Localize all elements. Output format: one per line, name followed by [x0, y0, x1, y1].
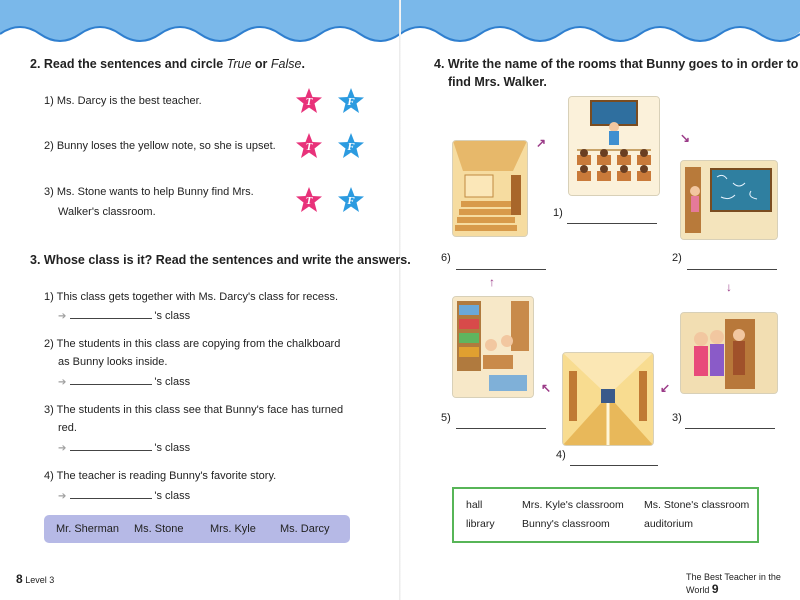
q3-item-2-line1: 2) The students in this class are copying from the chalkboard	[44, 338, 341, 350]
arrow-right-icon: ➔	[58, 377, 67, 388]
q3-answer-3[interactable]: ➔ 's class	[58, 442, 191, 454]
answer-line-4[interactable]	[570, 464, 658, 466]
q2-item-2: 2) Bunny loses the yellow note, so she is upset.	[44, 140, 276, 152]
q3-title: 3. Whose class is it? Read the sentences and write the answers.	[30, 253, 411, 267]
scene-auditorium-image	[568, 96, 660, 196]
teacher-name-box	[44, 515, 350, 543]
answer-label-1: 1)	[553, 207, 563, 219]
arrow-right-icon: ➔	[58, 443, 67, 454]
answer-line-2[interactable]	[687, 268, 777, 270]
false-star-1[interactable]: F	[337, 87, 365, 115]
name-option-2: Ms. Stone	[134, 523, 184, 535]
scene-stairs-image	[452, 140, 528, 237]
q3-item-2-line2: as Bunny looks inside.	[58, 356, 168, 368]
footer-right: The Best Teacher in the World 9	[686, 572, 781, 596]
q2-item-3-line1: 3) Ms. Stone wants to help Bunny find Mrs.	[44, 186, 254, 198]
arrow-down-right-icon: ↘	[680, 131, 691, 145]
arrow-up-right-icon: ↗	[536, 136, 547, 150]
arrow-down-left-icon: ↙	[660, 381, 671, 395]
scene-hallway-image	[562, 352, 654, 446]
q2-item-3-line2: Walker's classroom.	[58, 206, 156, 218]
footer-left: 8 Level 3	[16, 572, 55, 586]
q4-title-line1: 4. Write the name of the rooms that Bunny goes to in order to	[434, 57, 799, 71]
name-option-1: Mr. Sherman	[56, 523, 119, 535]
answer-label-5: 5)	[441, 412, 451, 424]
scene-classroom-door-image	[680, 160, 778, 240]
q2-title: 2. Read the sentences and circle True or False.	[30, 57, 305, 71]
answer-line-3[interactable]	[685, 427, 775, 429]
word-bank-item: Ms. Stone's classroom	[644, 499, 750, 511]
arrow-down-icon: ↓	[726, 280, 732, 294]
q3-answer-1[interactable]: ➔ 's class	[58, 310, 191, 322]
name-option-4: Ms. Darcy	[280, 523, 330, 535]
arrow-up-left-icon: ↖	[541, 381, 552, 395]
answer-line-1[interactable]	[567, 222, 657, 224]
q3-item-4: 4) The teacher is reading Bunny's favorite story.	[44, 470, 277, 482]
q3-item-3-line1: 3) The students in this class see that Bunny's face has turned	[44, 404, 344, 416]
false-star-2[interactable]: F	[337, 132, 365, 160]
arrow-right-icon: ➔	[58, 311, 67, 322]
answer-label-3: 3)	[672, 412, 682, 424]
true-star-3[interactable]: T	[295, 186, 323, 214]
answer-label-6: 6)	[441, 252, 451, 264]
true-star-2[interactable]: T	[295, 132, 323, 160]
scene-hall-girls-image	[680, 312, 778, 394]
answer-label-2: 2)	[672, 252, 682, 264]
q4-title-line2: find Mrs. Walker.	[448, 75, 547, 89]
answer-line-5[interactable]	[456, 427, 546, 429]
q3-item-1: 1) This class gets together with Ms. Darcy's class for recess.	[44, 291, 339, 303]
answer-label-4: 4)	[556, 449, 566, 461]
q3-answer-4[interactable]: ➔ 's class	[58, 490, 191, 502]
word-bank	[452, 487, 759, 543]
page-gutter	[399, 0, 401, 600]
arrow-up-icon: ↑	[489, 275, 495, 289]
word-bank-item: Bunny's classroom	[522, 518, 610, 530]
word-bank-item: library	[466, 518, 495, 530]
false-star-3[interactable]: F	[337, 186, 365, 214]
name-option-3: Mrs. Kyle	[210, 523, 256, 535]
arrow-right-icon: ➔	[58, 491, 67, 502]
word-bank-item: Mrs. Kyle's classroom	[522, 499, 624, 511]
q3-answer-2[interactable]: ➔ 's class	[58, 376, 191, 388]
q2-item-1: 1) Ms. Darcy is the best teacher.	[44, 95, 202, 107]
word-bank-item: auditorium	[644, 518, 694, 530]
word-bank-item: hall	[466, 499, 483, 511]
true-star-1[interactable]: T	[295, 87, 323, 115]
scene-library-image	[452, 296, 534, 398]
q3-item-3-line2: red.	[58, 422, 77, 434]
answer-line-6[interactable]	[456, 268, 546, 270]
